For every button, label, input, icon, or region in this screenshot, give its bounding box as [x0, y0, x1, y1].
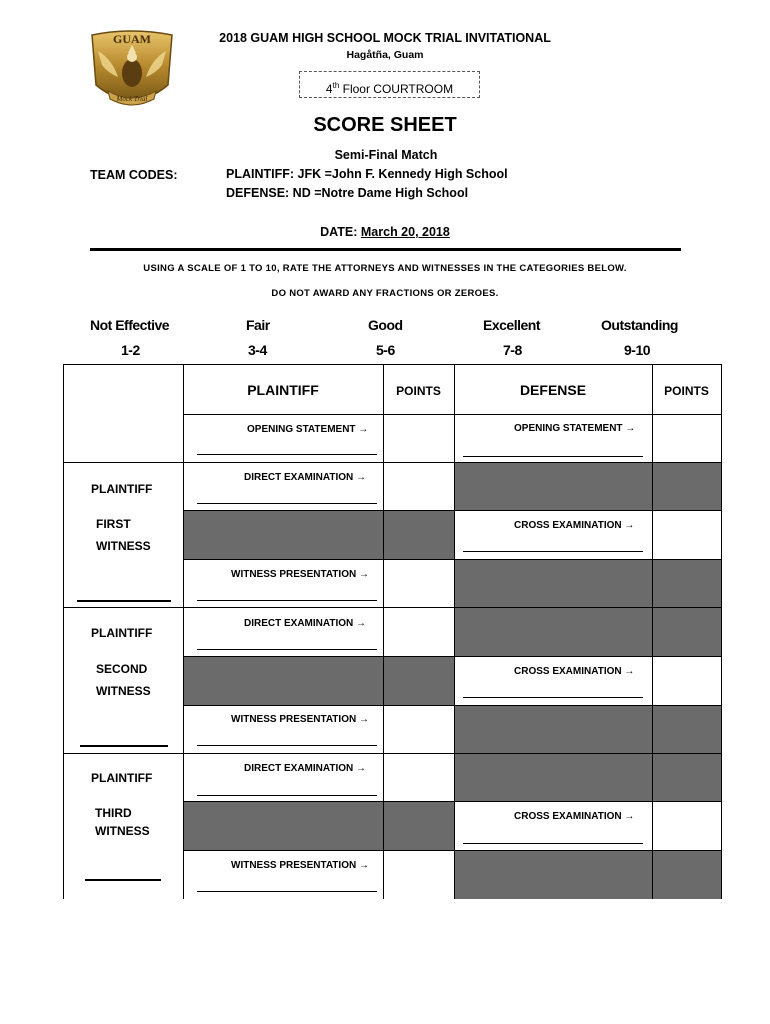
scale-range-4: 7-8: [503, 342, 522, 358]
room-label: Floor COURTROOM: [339, 82, 454, 96]
w3-direct-points[interactable]: [385, 755, 453, 800]
w2-direct-points[interactable]: [385, 609, 453, 655]
w2-presentation-points[interactable]: [385, 707, 453, 752]
logo-bottom-text: Mock Trial: [116, 95, 148, 103]
shaded-cell: [454, 753, 721, 801]
plaintiff-header: PLAINTIFF: [247, 382, 319, 398]
scale-label-4: Excellent: [483, 317, 540, 333]
w3-presentation-label: WITNESS PRESENTATION →: [231, 860, 369, 871]
page-title: SCORE SHEET: [313, 114, 457, 136]
room-suffix: th: [332, 81, 340, 90]
shaded-cell: [183, 656, 454, 705]
w2-word: WITNESS: [96, 684, 151, 698]
shaded-cell: [183, 510, 454, 559]
w2-direct-label: DIRECT EXAMINATION →: [244, 618, 367, 629]
match-date: [0, 225, 770, 239]
team-codes-label: TEAM CODES:: [90, 168, 178, 182]
room-number: 4: [325, 82, 333, 96]
score-table: [63, 364, 721, 899]
date-label: DATE:: [320, 225, 361, 239]
instructions-line-1: USING A SCALE OF 1 TO 10, RATE THE ATTORNEYS AND WITNESSES IN THE CATEGORIES BELOW.: [143, 263, 627, 274]
w1-presentation-points[interactable]: [385, 561, 453, 606]
w1-direct-points[interactable]: [385, 464, 453, 509]
shaded-cell: [454, 850, 721, 899]
w3-ordinal: THIRD: [95, 806, 132, 820]
scale-range-3: 5-6: [376, 342, 395, 358]
shaded-cell: [454, 705, 721, 753]
scale-label-5: Outstanding: [601, 317, 678, 333]
shaded-cell: [454, 462, 721, 510]
w1-cross-label: CROSS EXAMINATION →: [514, 520, 635, 531]
w3-cross-points[interactable]: [654, 803, 720, 849]
defense-header: DEFENSE: [519, 382, 587, 398]
w2-side: PLAINTIFF: [91, 626, 153, 640]
shaded-cell: [183, 801, 454, 850]
event-title: 2018 GUAM HIGH SCHOOL MOCK TRIAL INVITATIONAL: [219, 31, 551, 45]
w3-direct-label: DIRECT EXAMINATION →: [244, 763, 367, 774]
w3-presentation-points[interactable]: [385, 852, 453, 898]
w2-presentation-label: WITNESS PRESENTATION →: [231, 714, 369, 725]
scale-range-5: 9-10: [624, 342, 651, 358]
w2-ordinal: SECOND: [96, 662, 148, 676]
divider: [90, 248, 681, 251]
scale-range-2: 3-4: [248, 342, 267, 358]
match-name: Semi-Final Match: [334, 148, 438, 162]
w3-name-line[interactable]: [85, 879, 161, 881]
logo-top-text: GUAM: [113, 32, 151, 46]
scale-label-3: Good: [368, 317, 403, 333]
w2-cross-points[interactable]: [654, 658, 720, 704]
scale-label-2: Fair: [246, 317, 270, 333]
w2-name-line[interactable]: [80, 745, 168, 747]
scale-label-1: Not Effective: [90, 317, 170, 333]
w2-cross-label: CROSS EXAMINATION →: [514, 666, 635, 677]
w1-word: WITNESS: [96, 539, 151, 553]
w1-presentation-label: WITNESS PRESENTATION →: [231, 569, 369, 580]
defense-points-header: POINTS: [664, 384, 709, 398]
w3-cross-label: CROSS EXAMINATION →: [514, 811, 635, 822]
shaded-cell: [454, 607, 721, 656]
scale-range-1: 1-2: [121, 342, 140, 358]
w1-side: PLAINTIFF: [91, 482, 153, 496]
plaintiff-team: PLAINTIFF: JFK =John F. Kennedy High School: [226, 167, 508, 181]
date-value: March 20, 2018: [360, 225, 450, 239]
defense-opening-points[interactable]: [654, 416, 720, 461]
plaintiff-opening-points[interactable]: [385, 416, 453, 461]
plaintiff-opening-label: OPENING STATEMENT →: [247, 424, 369, 435]
w1-name-line[interactable]: [77, 600, 171, 602]
instructions-line-2: DO NOT AWARD ANY FRACTIONS OR ZEROES.: [271, 288, 499, 299]
defense-opening-label: OPENING STATEMENT →: [514, 423, 636, 434]
w3-word: WITNESS: [95, 824, 150, 838]
event-location: Hagåtña, Guam: [346, 49, 424, 61]
w1-direct-label: DIRECT EXAMINATION →: [244, 472, 367, 483]
defense-team: DEFENSE: ND =Notre Dame High School: [226, 186, 469, 200]
shaded-cell: [454, 559, 721, 607]
w3-side: PLAINTIFF: [91, 771, 153, 785]
w1-ordinal: FIRST: [96, 517, 131, 531]
courtroom-box: [299, 71, 480, 98]
plaintiff-points-header: POINTS: [396, 384, 441, 398]
w1-cross-points[interactable]: [654, 512, 720, 558]
